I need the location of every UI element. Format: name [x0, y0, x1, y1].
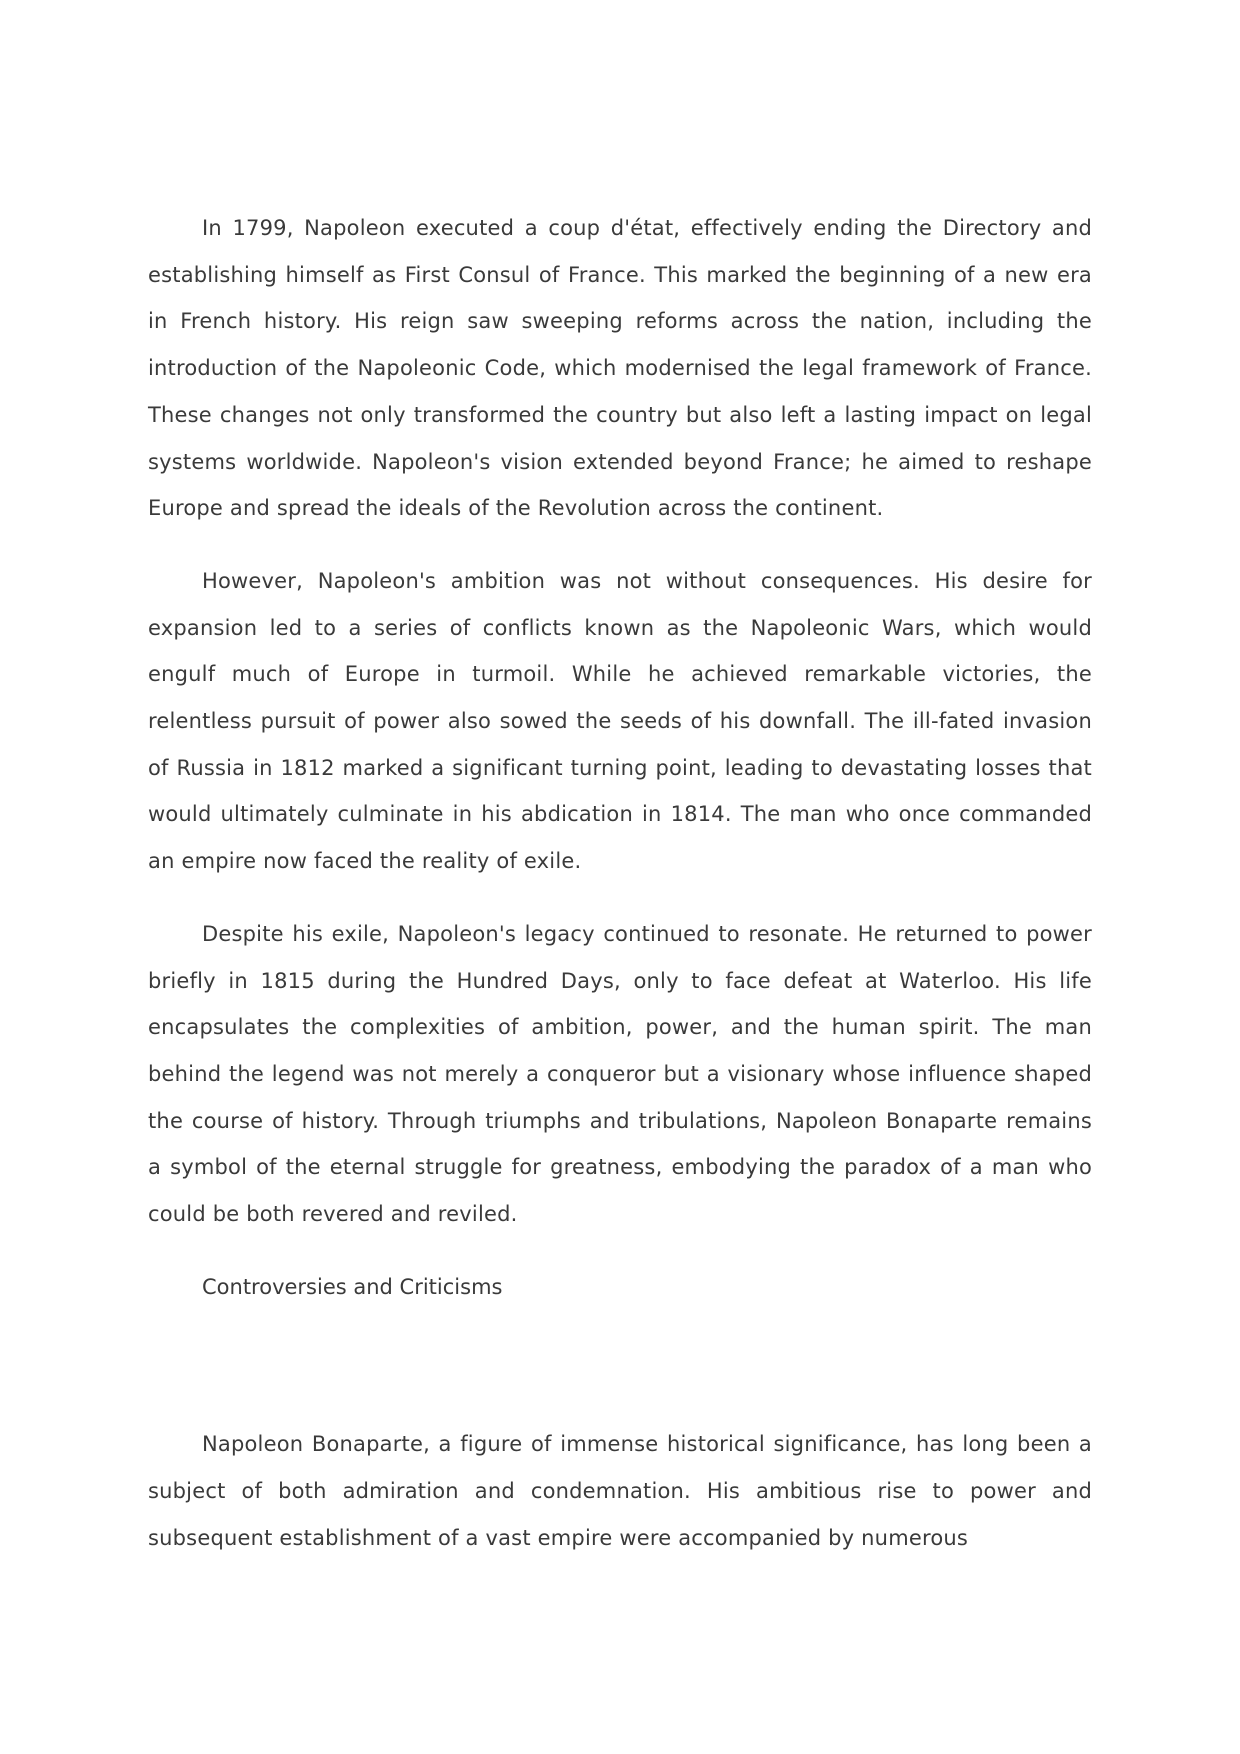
- paragraph-ambition-consequences: However, Napoleon's ambition was not without consequences. His desire for expansion led to a series of conflicts known as the Napoleonic Wars, which would engulf much of Europe in turmoil. While he achieved remarkable victories, the relentless pursuit of power also sowed the seeds of his downfall. The ill-fated invasion of Russia in 1812 marked a significant turning point, leading to devastating losses that would ultimately culminate in his abdication in 1814. The man who once commanded an empire now faced the reality of exile.: [148, 568, 1092, 874]
- paragraph-legacy: Despite his exile, Napoleon's legacy continued to resonate. He returned to power briefly in 1815 during the Hundred Days, only to face defeat at Waterloo. His life encapsulates the complexities of ambition, power, and the human spirit. The man behind the legend was not merely a conqueror but a visionary whose influence shaped the course of history. Through triumphs and tribulations, Napoleon Bonaparte remains a symbol of the eternal struggle for greatness, embodying the paradox of a man who could be both revered and reviled.: [148, 921, 1092, 1227]
- paragraph-controversies-intro: Napoleon Bonaparte, a figure of immense historical significance, has long been a subject of both admiration and condemnation. His ambitious rise to power and subsequent establishment of a vast empire were accompanied by numerous: [148, 1432, 1092, 1550]
- section-heading: Controversies and Criticisms: [202, 1274, 503, 1299]
- document-page: [148, 205, 1092, 1562]
- paragraph-coup-detat: In 1799, Napoleon executed a coup d'état, effectively ending the Directory and establishing himself as First Consul of France. This marked the beginning of a new era in French history. His reign saw sweeping reforms across the nation, including the introduction of the Napoleonic Code, which modernised the legal framework of France. These changes not only transformed the country but also left a lasting impact on legal systems worldwide. Napoleon's vision extended beyond France; he aimed to reshape Europe and spread the ideals of the Revolution across the continent.: [148, 216, 1092, 521]
